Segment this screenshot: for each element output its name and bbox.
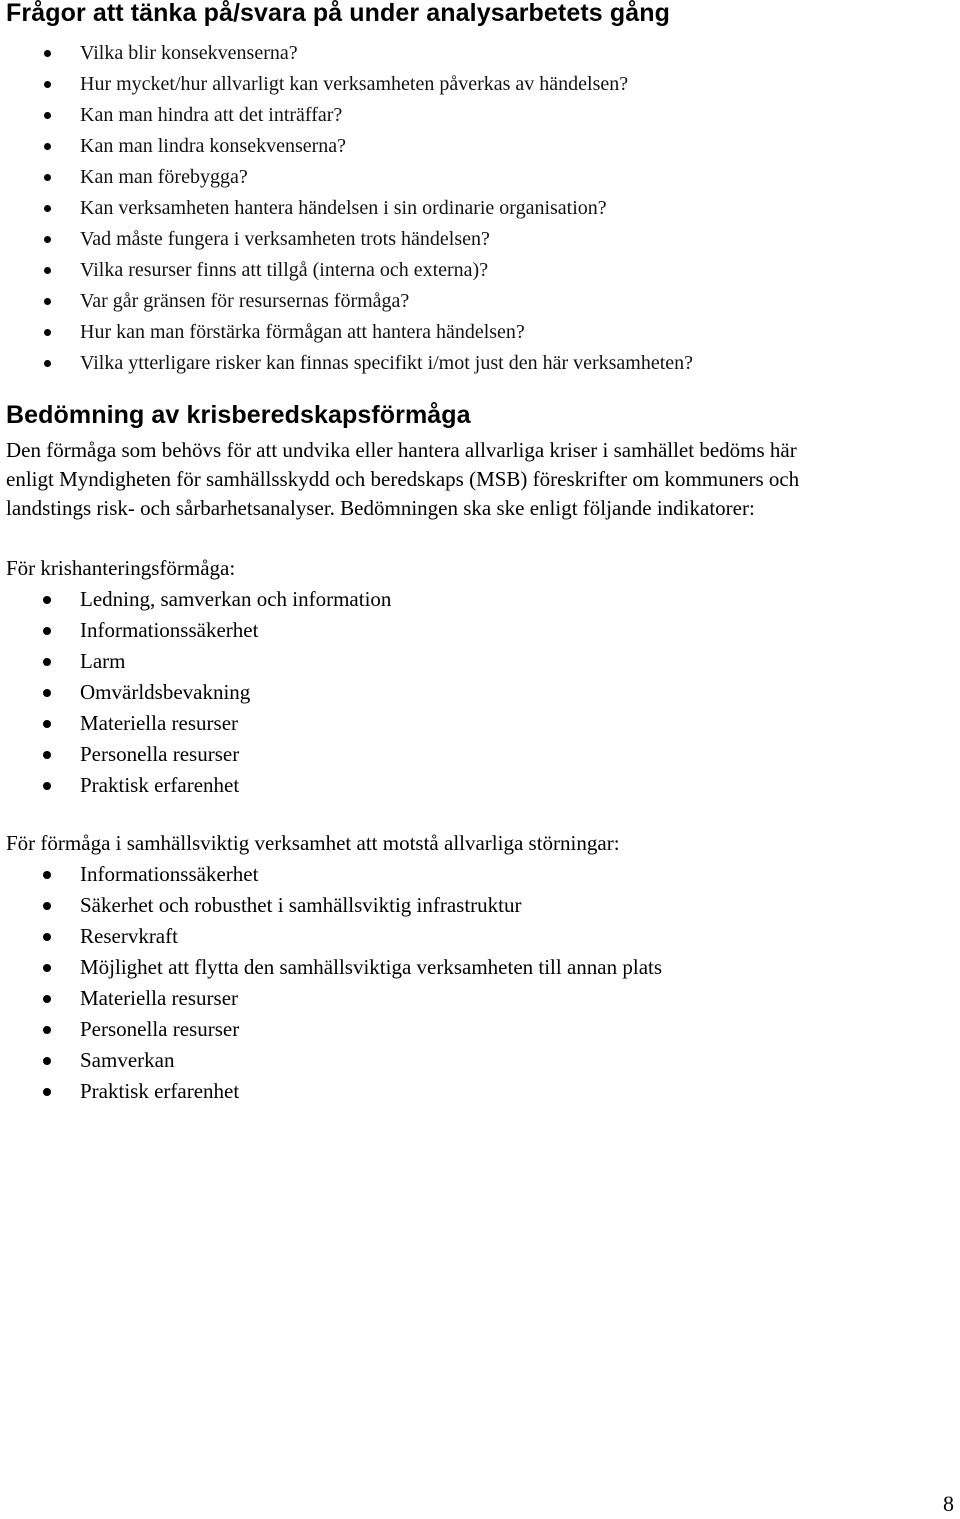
bullet-icon [43, 782, 51, 790]
list-item: Vad måste fungera i verksamheten trots händelsen? [0, 224, 693, 255]
bullet-icon [43, 933, 51, 941]
list-item: Informationssäkerhet [0, 615, 391, 646]
bullet-icon [44, 112, 51, 119]
list-item: Möjlighet att flytta den samhällsviktiga verksamheten till annan plats [0, 952, 662, 983]
list-item: Kan man förebygga? [0, 162, 693, 193]
list-item: Var går gränsen för resursernas förmåga? [0, 286, 693, 317]
list-item: Praktisk erfarenhet [0, 770, 391, 801]
bullet-icon [44, 143, 51, 150]
list-item: Hur mycket/hur allvarligt kan verksamheten påverkas av händelsen? [0, 69, 693, 100]
bullet-icon [44, 298, 51, 305]
paragraph-line: landstings risk- och sårbarhetsanalyser. Bedömningen ska ske enligt följande indikatorer: [6, 496, 755, 520]
page-title: Frågor att tänka på/svara på under analysarbetets gång [6, 0, 670, 27]
bullet-icon [44, 329, 51, 336]
list-item: Vilka resurser finns att tillgå (interna och externa)? [0, 255, 693, 286]
list-item: Hur kan man förstärka förmågan att hantera händelsen? [0, 317, 693, 348]
paragraph-line: enligt Myndigheten för samhällsskydd och beredskaps (MSB) föreskrifter om kommuners och [6, 467, 800, 491]
list-item: Personella resurser [0, 739, 391, 770]
list-item: Omvärldsbevakning [0, 677, 391, 708]
list-item: Ledning, samverkan och information [0, 584, 391, 615]
list-item: Kan man hindra att det inträffar? [0, 100, 693, 131]
bullet-icon [43, 627, 51, 635]
list-item: Reservkraft [0, 921, 662, 952]
list-item: Vilka blir konsekvenserna? [0, 38, 693, 69]
society-indicators-list [0, 859, 662, 1107]
bullet-icon [44, 360, 51, 367]
bullet-icon [44, 236, 51, 243]
bullet-icon [43, 964, 51, 972]
bullet-icon [44, 205, 51, 212]
list-item: Kan verksamheten hantera händelsen i sin ordinarie organisation? [0, 193, 693, 224]
bullet-icon [43, 596, 51, 604]
bullet-icon [43, 871, 51, 879]
bullet-icon [43, 689, 51, 697]
page-number: 8 [943, 1491, 954, 1516]
list-item: Materiella resurser [0, 708, 391, 739]
list-item: Materiella resurser [0, 983, 662, 1014]
list-item: Vilka ytterligare risker kan finnas specifikt i/mot just den här verksamheten? [0, 348, 693, 379]
bullet-icon [43, 995, 51, 1003]
bullet-icon [44, 50, 51, 57]
bullet-icon [43, 1088, 51, 1096]
bullet-icon [43, 720, 51, 728]
list-item: Säkerhet och robusthet i samhällsviktig infrastruktur [0, 890, 662, 921]
bullet-icon [43, 751, 51, 759]
list-item: Kan man lindra konsekvenserna? [0, 131, 693, 162]
crisis-management-label: För krishanteringsförmåga: [6, 556, 236, 580]
intro-paragraph [6, 436, 960, 523]
list-item: Praktisk erfarenhet [0, 1076, 662, 1107]
bullet-icon [44, 81, 51, 88]
section-heading: Bedömning av krisberedskapsförmåga [6, 401, 471, 429]
list-item: Personella resurser [0, 1014, 662, 1045]
list-item: Larm [0, 646, 391, 677]
bullet-icon [44, 174, 51, 181]
list-item: Samverkan [0, 1045, 662, 1076]
bullet-icon [43, 1057, 51, 1065]
crisis-indicators-list [0, 584, 391, 801]
bullet-icon [44, 267, 51, 274]
bullet-icon [43, 1026, 51, 1034]
paragraph-line: Den förmåga som behövs för att undvika eller hantera allvarliga kriser i samhället bedöms här [6, 438, 797, 462]
bullet-icon [43, 902, 51, 910]
bullet-icon [43, 658, 51, 666]
analysis-questions-list [0, 38, 693, 379]
society-function-label: För förmåga i samhällsviktig verksamhet att motstå allvarliga störningar: [6, 831, 620, 855]
list-item: Informationssäkerhet [0, 859, 662, 890]
